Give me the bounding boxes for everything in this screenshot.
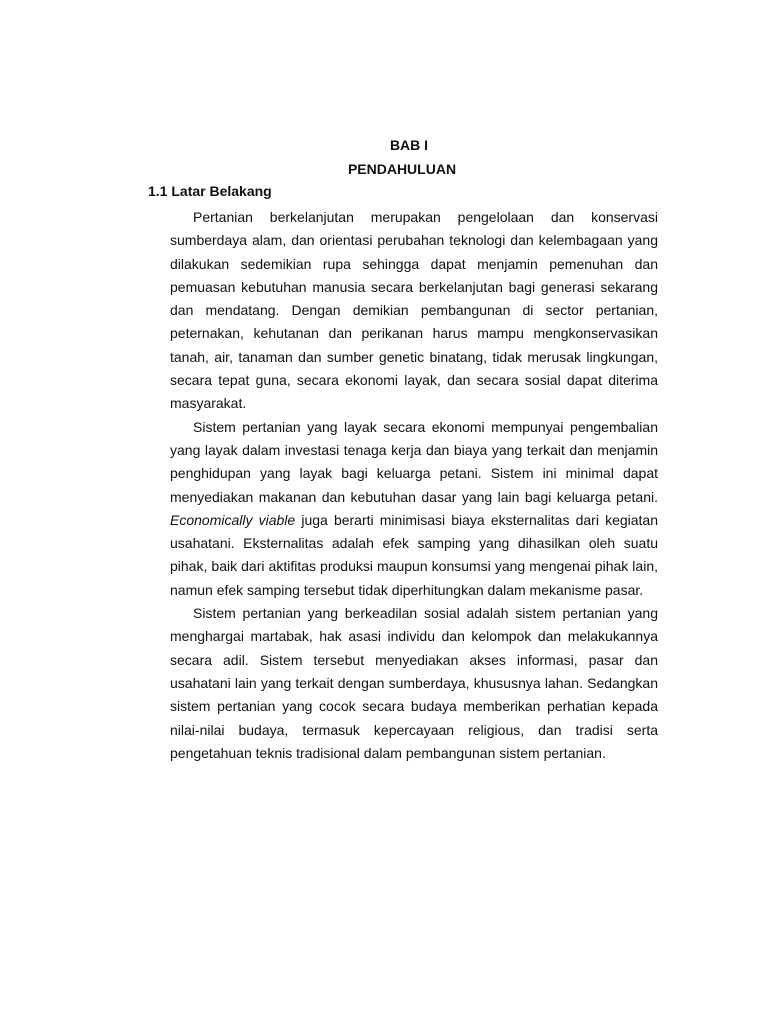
paragraph-2-text-before: Sistem pertanian yang layak secara ekonomi mempunyai pengembalian yang layak dalam investasi tenaga kerja dan biaya yang terkait dan menjamin penghidupan yang layak bagi keluarga petani. Sistem ini minimal dapat menyediakan makanan dan kebutuhan dasar yang lain bagi keluarga petani. <box>170 418 658 505</box>
paragraph-3: Sistem pertanian yang berkeadilan sosial adalah sistem pertanian yang menghargai martabak, hak asasi individu dan kelompok dan melakukannya secara adil. Sistem tersebut menyediakan akses informasi, pasar dan usahatani lain yang terkait dengan sumberdaya, khususnya lahan. Sedangkan sistem pertanian yang cocok secara budaya memberikan perhatian kepada nilai-nilai budaya, termasuk kepercayaan religious, dan tradisi serta pengetahuan teknis tradisional dalam pembangunan sistem pertanian. <box>170 605 658 761</box>
paragraph-1: Pertanian berkelanjutan merupakan pengelolaan dan konservasi sumberdaya alam, dan orientasi perubahan teknologi dan kelembagaan yang dilakukan sedemikian rupa sehingga dapat menjamin pemenuhan dan pemuasan kebutuhan manusia secara berkelanjutan bagi generasi sekarang dan mendatang. Dengan demikian pembangunan di sector pertanian, peternakan, kehutanan dan perikanan harus mampu mengkonservasikan tanah, air, tanaman dan sumber genetic binatang, tidak merusak lingkungan, secara tepat guna, secara ekonomi layak, dan secara sosial dapat diterima masyarakat. <box>170 209 658 412</box>
chapter-number: BAB I <box>389 137 429 153</box>
paragraph-2 <box>170 416 658 602</box>
paragraph-2-text-after: juga berarti minimisasi biaya eksternalitas dari kegiatan usahatani. Eksternalitas adalah efek samping yang dihasilkan oleh suatu pihak, baik dari aktifitas produksi maupun konsumsi yang mengenai pihak lain, namun efek samping tersebut tidak diperhitungkan dalam mekanisme pasar. <box>170 511 658 598</box>
body-text <box>170 206 658 765</box>
paragraph-2-italic-term: Economically viable <box>170 511 296 528</box>
chapter-title: PENDAHULUAN <box>347 161 457 177</box>
section-title: 1.1 Latar Belakang <box>148 183 272 199</box>
